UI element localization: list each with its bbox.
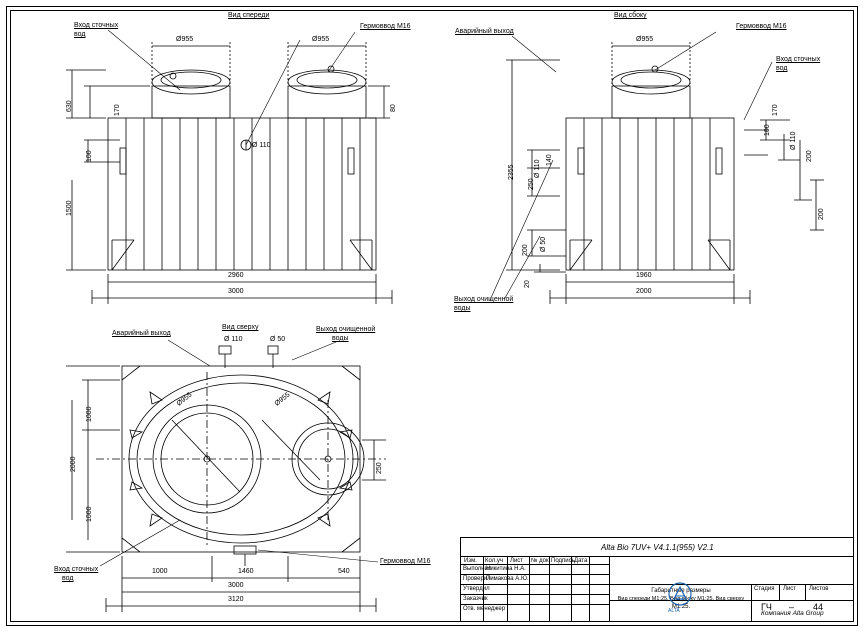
drawing-title: Alta Bio 7UV+ V4.1.1(955) V2.1 [601, 543, 714, 552]
side-emergency-outlet-label: Аварийный выход [455, 28, 514, 35]
tb-line-v-main [609, 556, 610, 621]
tb-stage-label: Стадия [754, 586, 775, 592]
tb-header-list: Лист [510, 558, 524, 564]
tb-line-v6 [589, 556, 590, 621]
tb-line-v4 [549, 556, 550, 621]
tb-line-v-right4 [751, 600, 752, 621]
side-cable-gland-label: Гермоввод М16 [736, 23, 787, 30]
top-dim-3120: 3120 [228, 596, 244, 603]
tb-company: Компания Alta Group [761, 610, 824, 617]
top-dim-d955-b: Ø955 [273, 391, 292, 408]
tb-name-1: Пимакова А.Ю. [486, 576, 529, 582]
side-dim-2000: 2000 [636, 288, 652, 295]
tb-line-h1 [461, 556, 853, 557]
top-inlet-label-line2: вод [62, 575, 74, 582]
front-dim-d110: Ø 110 [252, 142, 271, 149]
tb-role-0: Выполнил [463, 566, 492, 572]
tb-sheet-value: – [789, 602, 795, 612]
tb-role-2: Утвердил [463, 586, 490, 592]
tb-blank-topleft [462, 539, 608, 555]
top-dim-d50: Ø 50 [270, 336, 286, 343]
tb-name-0: Никитина Н.А. [486, 566, 526, 572]
top-dim-d110: Ø 110 [224, 336, 243, 343]
top-dim-3000: 3000 [228, 582, 244, 589]
front-dim-d955-left: Ø955 [176, 36, 194, 43]
tb-header-data: Дата [574, 558, 588, 564]
top-clean-out-label-line1: Выход очищенной [316, 326, 376, 333]
side-dim-d955: Ø955 [636, 36, 654, 43]
front-view-caption: Вид спереди [228, 12, 270, 19]
tb-sheets-value: 44 [813, 602, 824, 612]
front-inlet-label-line1: Вход сточных [74, 22, 119, 29]
front-dim-1500: 1500 [66, 200, 73, 216]
top-clean-out-label-line2: воды [332, 335, 349, 342]
front-dim-100: 100 [86, 150, 93, 162]
side-dim-100: 100 [764, 124, 771, 136]
side-dim-250: 250 [528, 178, 535, 190]
side-clean-out-label-line2: воды [454, 305, 471, 312]
tb-sheet-label: Лист [783, 586, 797, 592]
front-dim-170: 170 [114, 104, 121, 116]
top-dim-1000: 1000 [152, 568, 168, 575]
front-inlet-label-line2: вод [74, 31, 86, 38]
tb-header-kol: Кол.уч [485, 558, 503, 564]
front-dim-630: 630 [66, 100, 73, 112]
top-dim-1000-upper: 1000 [86, 406, 93, 422]
side-clean-out-label-line1: Выход очищенной [454, 296, 514, 303]
top-dim-250: 250 [376, 462, 383, 474]
side-dim-140: 140 [546, 154, 553, 166]
top-cable-gland-label: Гермоввод М16 [380, 558, 431, 565]
side-dim-d50: Ø 50 [540, 236, 547, 252]
side-view-caption: Вид сбоку [614, 12, 647, 19]
tb-stage-value: ГЧ [761, 602, 772, 612]
tb-sheets-label: Листов [809, 586, 829, 592]
side-dim-170: 170 [772, 104, 779, 116]
front-cable-gland-label: Гермоввод М16 [360, 23, 411, 30]
tb-line-v-right3 [805, 584, 806, 600]
front-dim-2960: 2960 [228, 272, 244, 279]
top-inlet-label-line1: Вход сточных [54, 566, 99, 573]
svg-text:ALTA: ALTA [668, 608, 680, 614]
sheet-border-inner [10, 10, 854, 622]
top-dim-1460: 1460 [238, 568, 254, 575]
side-inlet-label-line2: вод [776, 65, 788, 72]
top-view-caption: Вид сверху [222, 324, 259, 331]
tb-line-v5 [571, 556, 572, 621]
tb-role-1: Проверил [463, 576, 491, 582]
front-dim-d955-right: Ø955 [312, 36, 330, 43]
top-emergency-outlet-label: Аварийный выход [112, 330, 171, 337]
top-dim-540: 540 [338, 568, 350, 575]
front-dim-3000: 3000 [228, 288, 244, 295]
tb-role-3: Заказчик [463, 596, 488, 602]
title-block [460, 537, 854, 622]
side-dim-200-right: 200 [806, 150, 813, 162]
tb-desc-line-2: М1:25. [671, 604, 691, 610]
tb-header-ndok: № док [531, 558, 549, 564]
front-dim-80: 80 [390, 104, 397, 112]
tb-desc-line-0: Габаритные размеры [651, 588, 711, 594]
top-dim-2000: 2000 [70, 456, 77, 472]
side-dim-20: 20 [524, 280, 531, 288]
top-dim-1000-lower: 1000 [86, 506, 93, 522]
tb-desc-line-1: Вид спереди М1:25, Вид сбоку М1:25, Вид сверху [617, 596, 745, 602]
tb-line-v-right2 [779, 584, 780, 600]
side-dim-d110: Ø 110 [534, 159, 541, 178]
side-dim-1960: 1960 [636, 272, 652, 279]
side-dim-2355: 2355 [508, 164, 515, 180]
side-inlet-label-line1: Вход сточных [776, 56, 821, 63]
side-dim-200-far: 200 [818, 208, 825, 220]
tb-header-podpis: Подпись [551, 558, 575, 564]
tb-role-4: Отв. менеджер [463, 606, 506, 612]
top-dim-d955-a: Ø955 [175, 391, 194, 408]
tb-line-v3 [529, 556, 530, 621]
side-dim-d110-right: Ø 110 [790, 131, 797, 150]
side-dim-200: 200 [522, 244, 529, 256]
tb-header-izm: Изм. [464, 558, 477, 564]
tb-line-h-right [609, 584, 853, 585]
